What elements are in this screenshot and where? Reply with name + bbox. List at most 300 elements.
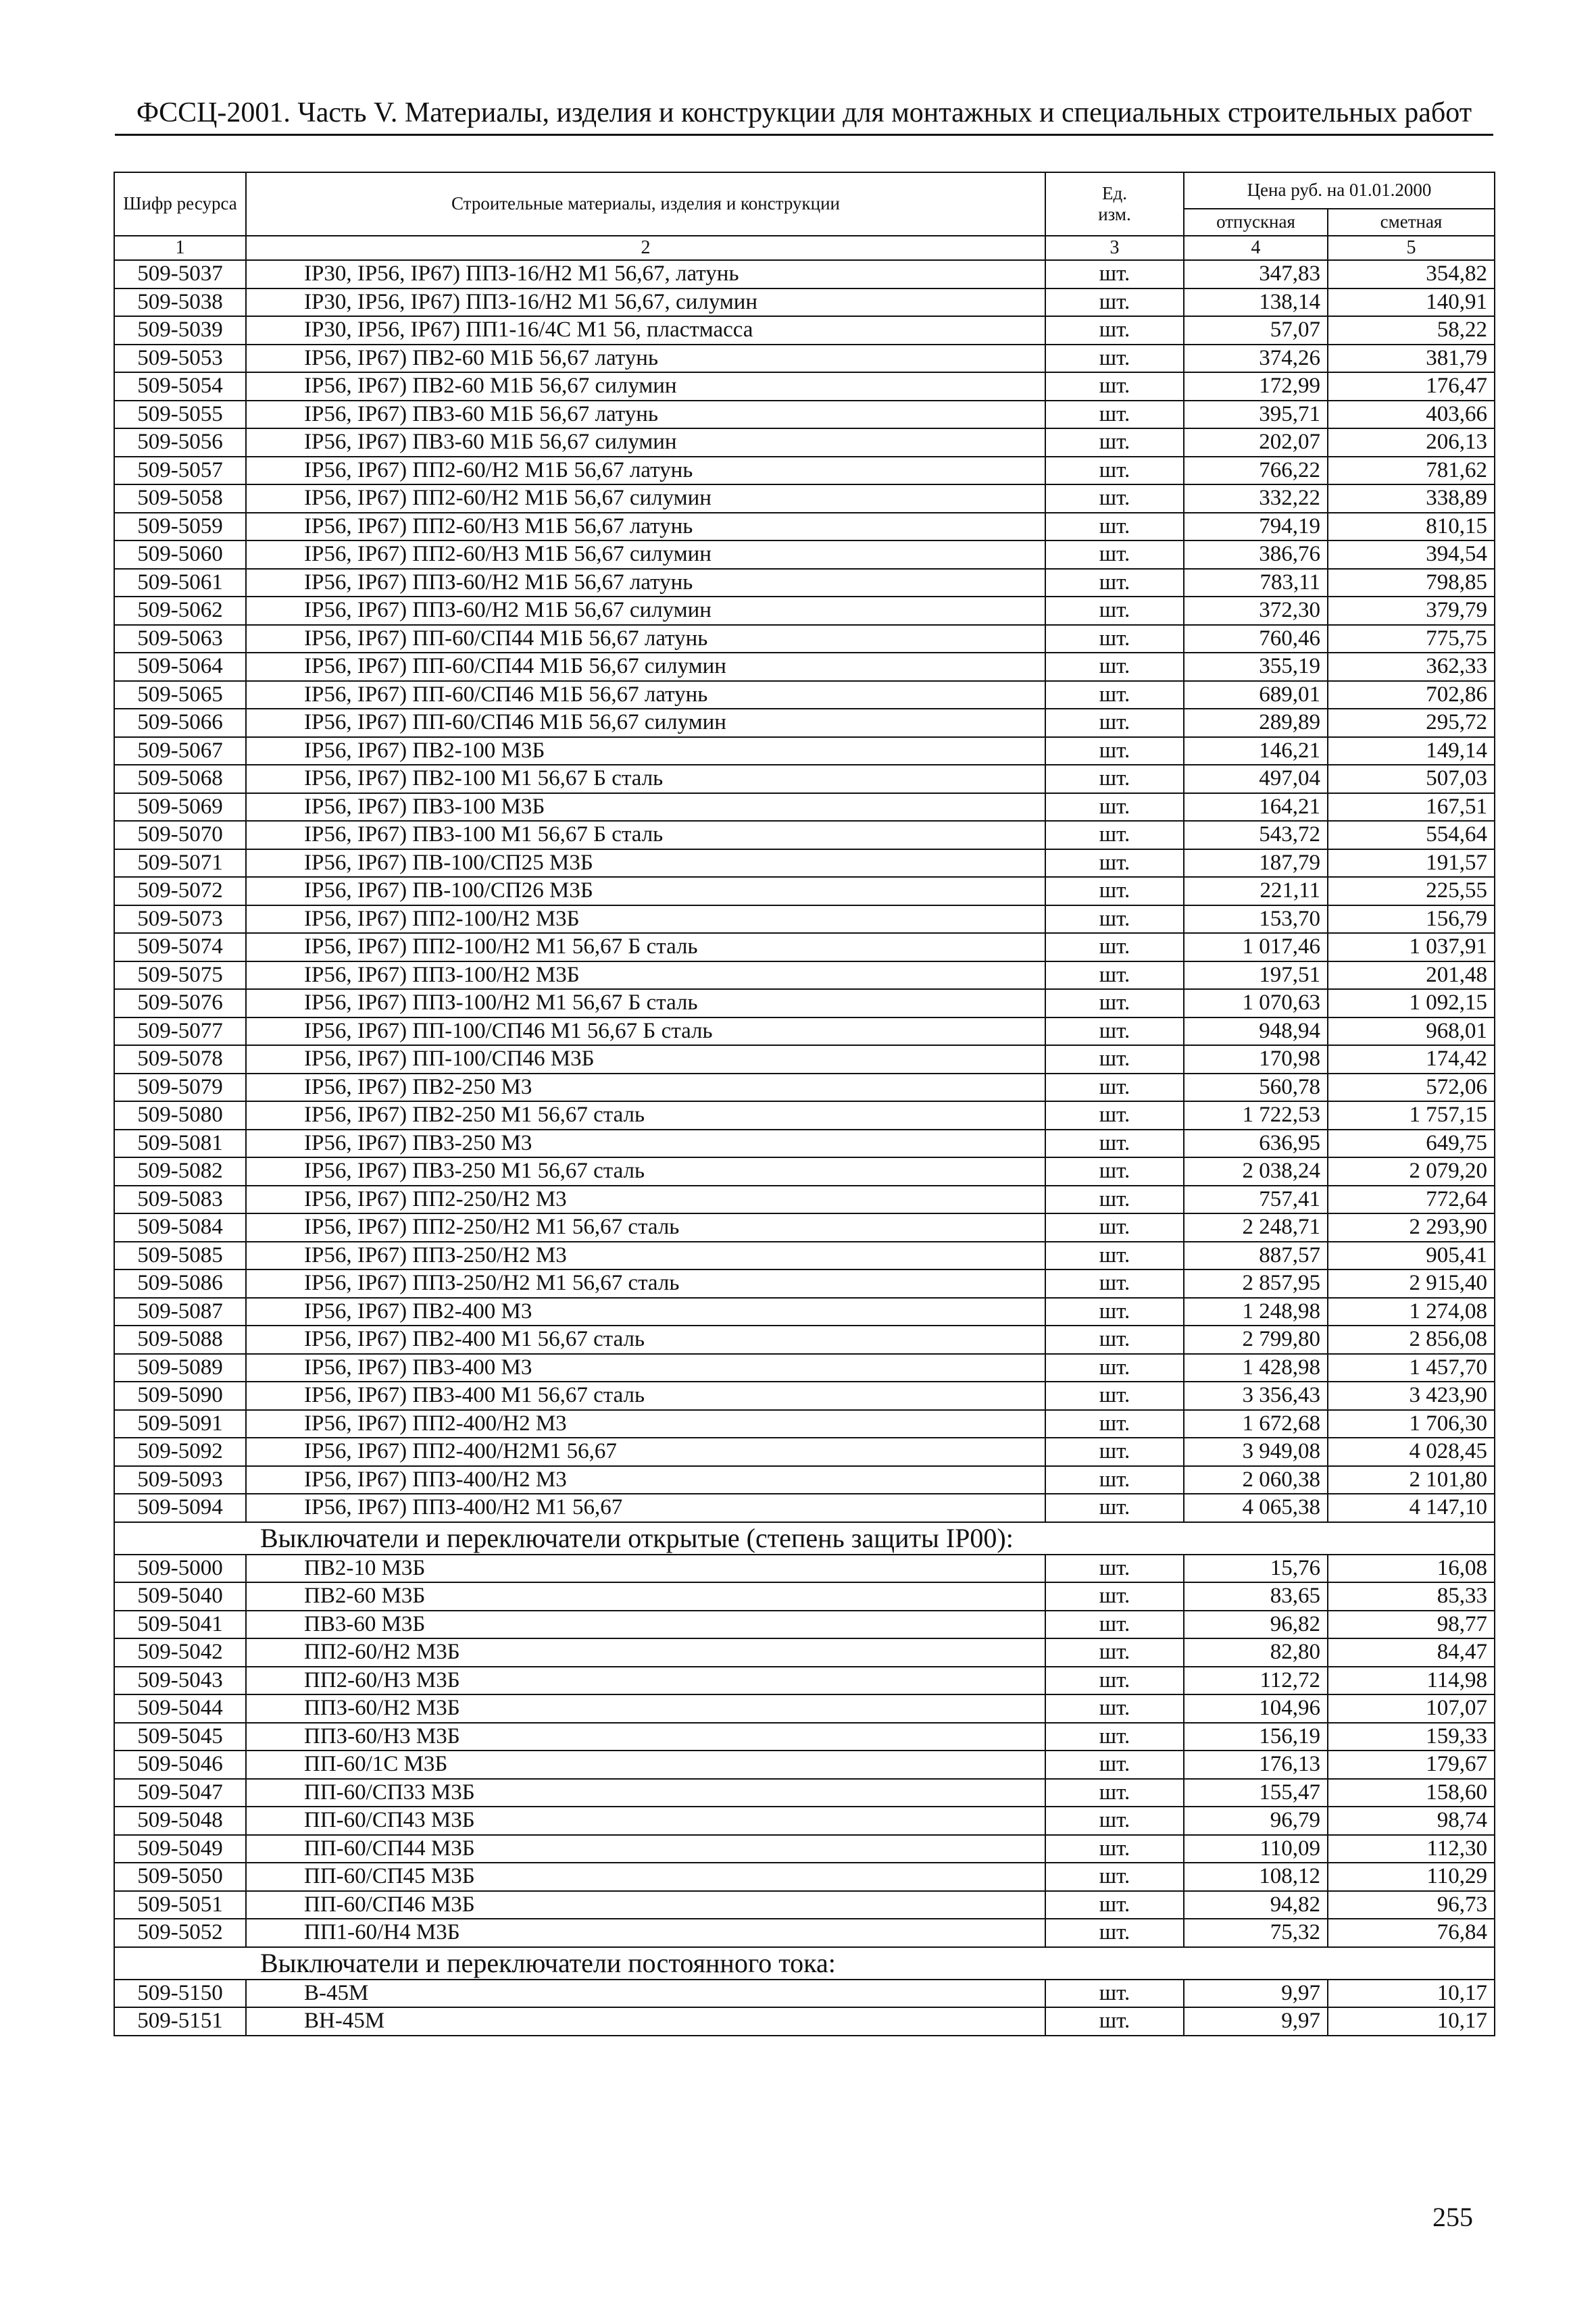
price-release-cell: 146,21: [1184, 737, 1328, 765]
material-name-cell: ПП-60/СП33 М3Б: [246, 1779, 1045, 1807]
table-row: [114, 877, 1495, 905]
table-row: [114, 513, 1495, 541]
price-estimate-cell: 112,30: [1328, 1835, 1495, 1863]
resource-code-cell: 509-5093: [114, 1466, 246, 1494]
unit-cell: шт.: [1045, 1242, 1184, 1270]
table-row: [114, 1269, 1495, 1298]
table-row: [114, 260, 1495, 288]
resource-code-cell: 509-5052: [114, 1919, 246, 1947]
resource-code-cell: 509-5081: [114, 1130, 246, 1158]
resource-code-cell: 509-5068: [114, 765, 246, 793]
material-name-cell: ПП2-60/Н2 М3Б: [246, 1638, 1045, 1667]
unit-cell: шт.: [1045, 1694, 1184, 1723]
unit-cell: шт.: [1045, 765, 1184, 793]
price-estimate-cell: 158,60: [1328, 1779, 1495, 1807]
price-release-cell: 3 356,43: [1184, 1382, 1328, 1410]
material-name-cell: IP56, IP67) ПВ3-250 М1 56,67 сталь: [246, 1157, 1045, 1186]
unit-cell: шт.: [1045, 1723, 1184, 1751]
material-name-cell: IP30, IP56, IP67) ППЗ-16/Н2 М1 56,67, латунь: [246, 260, 1045, 288]
unit-cell: шт.: [1045, 1269, 1184, 1298]
price-release-cell: 187,79: [1184, 849, 1328, 878]
price-release-cell: 374,26: [1184, 345, 1328, 373]
material-name-cell: IP56, IP67) ПВ3-60 М1Б 56,67 силумин: [246, 428, 1045, 457]
price-estimate-cell: 206,13: [1328, 428, 1495, 457]
material-name-cell: ВН-45М: [246, 2007, 1045, 2036]
price-estimate-cell: 1 092,15: [1328, 989, 1495, 1017]
price-estimate-cell: 362,33: [1328, 653, 1495, 681]
unit-cell: шт.: [1045, 597, 1184, 625]
table-row: [114, 1582, 1495, 1611]
price-release-cell: 1 672,68: [1184, 1410, 1328, 1438]
unit-cell: шт.: [1045, 793, 1184, 822]
price-estimate-cell: 354,82: [1328, 260, 1495, 288]
unit-cell: шт.: [1045, 1186, 1184, 1214]
material-name-cell: IP56, IP67) ПВ3-400 М3: [246, 1354, 1045, 1382]
price-release-cell: 395,71: [1184, 401, 1328, 429]
col-number: 3: [1045, 236, 1184, 260]
price-estimate-cell: 201,48: [1328, 961, 1495, 990]
material-name-cell: IP56, IP67) ПП2-250/Н2 М3: [246, 1186, 1045, 1214]
unit-cell: шт.: [1045, 1555, 1184, 1583]
resource-code-cell: 509-5083: [114, 1186, 246, 1214]
unit-cell: шт.: [1045, 1807, 1184, 1835]
material-name-cell: IP56, IP67) ПП-60/СП44 М1Б 56,67 силумин: [246, 653, 1045, 681]
unit-cell: шт.: [1045, 1919, 1184, 1947]
table-row: [114, 1980, 1495, 2008]
price-estimate-cell: 781,62: [1328, 457, 1495, 485]
price-release-cell: 347,83: [1184, 260, 1328, 288]
material-name-cell: IP56, IP67) ПВ-100/СП26 М3Б: [246, 877, 1045, 905]
resource-code-cell: 509-5087: [114, 1298, 246, 1326]
material-name-cell: ПП-60/СП45 М3Б: [246, 1863, 1045, 1891]
unit-cell: шт.: [1045, 1980, 1184, 2008]
material-name-cell: IP56, IP67) ППЗ-60/Н2 М1Б 56,67 силумин: [246, 597, 1045, 625]
table-row: [114, 849, 1495, 878]
resource-code-cell: 509-5043: [114, 1667, 246, 1695]
material-name-cell: ПП1-60/Н4 М3Б: [246, 1919, 1045, 1947]
material-name-cell: IP56, IP67) ПВ3-100 М1 56,67 Б сталь: [246, 821, 1045, 849]
price-release-cell: 197,51: [1184, 961, 1328, 990]
price-release-cell: 1 248,98: [1184, 1298, 1328, 1326]
table-row: [114, 989, 1495, 1017]
price-estimate-cell: 295,72: [1328, 709, 1495, 737]
price-release-cell: 1 722,53: [1184, 1101, 1328, 1130]
price-estimate-cell: 649,75: [1328, 1130, 1495, 1158]
unit-cell: шт.: [1045, 1101, 1184, 1130]
table-row: [114, 484, 1495, 513]
table-row: [114, 1045, 1495, 1074]
price-release-cell: 221,11: [1184, 877, 1328, 905]
price-estimate-cell: 572,06: [1328, 1074, 1495, 1102]
price-estimate-cell: 968,01: [1328, 1017, 1495, 1046]
price-estimate-cell: 84,47: [1328, 1638, 1495, 1667]
resource-code-cell: 509-5051: [114, 1891, 246, 1919]
price-estimate-cell: 225,55: [1328, 877, 1495, 905]
price-release-cell: 497,04: [1184, 765, 1328, 793]
section-title: Выключатели и переключатели открытые (степень защиты IP00):: [114, 1522, 1495, 1555]
resource-code-cell: 509-5092: [114, 1438, 246, 1466]
price-release-cell: 155,47: [1184, 1779, 1328, 1807]
table-row: [114, 793, 1495, 822]
resource-code-cell: 509-5061: [114, 569, 246, 597]
unit-cell: шт.: [1045, 1326, 1184, 1354]
resource-code-cell: 509-5078: [114, 1045, 246, 1074]
price-release-cell: 172,99: [1184, 372, 1328, 401]
table-row: [114, 1555, 1495, 1583]
table-row: [114, 1354, 1495, 1382]
resource-code-cell: 509-5091: [114, 1410, 246, 1438]
table-row: [114, 681, 1495, 709]
table-row: [114, 765, 1495, 793]
price-estimate-cell: 176,47: [1328, 372, 1495, 401]
resource-code-cell: 509-5041: [114, 1611, 246, 1639]
unit-cell: шт.: [1045, 260, 1184, 288]
material-name-cell: IP56, IP67) ППЗ-400/Н2 М1 56,67: [246, 1494, 1045, 1522]
price-release-cell: 96,79: [1184, 1807, 1328, 1835]
table-row: [114, 933, 1495, 961]
price-estimate-cell: 1 706,30: [1328, 1410, 1495, 1438]
price-estimate-cell: 179,67: [1328, 1751, 1495, 1779]
table-row: [114, 1863, 1495, 1891]
material-name-cell: IP56, IP67) ППЗ-250/Н2 М3: [246, 1242, 1045, 1270]
price-estimate-cell: 107,07: [1328, 1694, 1495, 1723]
price-estimate-cell: 702,86: [1328, 681, 1495, 709]
material-name-cell: IP56, IP67) ПП2-250/Н2 М1 56,67 сталь: [246, 1213, 1045, 1242]
price-estimate-cell: 2 293,90: [1328, 1213, 1495, 1242]
price-estimate-cell: 1 037,91: [1328, 933, 1495, 961]
resource-code-cell: 509-5039: [114, 316, 246, 345]
material-name-cell: IP56, IP67) ППЗ-100/Н2 М1 56,67 Б сталь: [246, 989, 1045, 1017]
price-estimate-cell: 1 457,70: [1328, 1354, 1495, 1382]
price-release-cell: 1 070,63: [1184, 989, 1328, 1017]
table-row: [114, 428, 1495, 457]
table-row: [114, 1919, 1495, 1947]
table-row: [114, 1723, 1495, 1751]
material-name-cell: В-45М: [246, 1980, 1045, 2008]
price-estimate-cell: 149,14: [1328, 737, 1495, 765]
unit-cell: шт.: [1045, 1045, 1184, 1074]
table-row: [114, 316, 1495, 345]
table-row: [114, 1130, 1495, 1158]
price-release-cell: 9,97: [1184, 2007, 1328, 2036]
price-release-cell: 543,72: [1184, 821, 1328, 849]
unit-cell: шт.: [1045, 345, 1184, 373]
resource-code-cell: 509-5048: [114, 1807, 246, 1835]
resource-code-cell: 509-5082: [114, 1157, 246, 1186]
price-estimate-cell: 4 147,10: [1328, 1494, 1495, 1522]
price-release-cell: 164,21: [1184, 793, 1328, 822]
resource-code-cell: 509-5084: [114, 1213, 246, 1242]
resource-code-cell: 509-5000: [114, 1555, 246, 1583]
unit-cell: шт.: [1045, 513, 1184, 541]
unit-cell: шт.: [1045, 653, 1184, 681]
resource-code-cell: 509-5065: [114, 681, 246, 709]
price-estimate-cell: 159,33: [1328, 1723, 1495, 1751]
resource-code-cell: 509-5060: [114, 540, 246, 569]
material-name-cell: IP56, IP67) ПВ2-250 М1 56,67 сталь: [246, 1101, 1045, 1130]
price-release-cell: 2 799,80: [1184, 1326, 1328, 1354]
table-row: [114, 1242, 1495, 1270]
material-name-cell: ПП-60/1С М3Б: [246, 1751, 1045, 1779]
table-row: [114, 1751, 1495, 1779]
table-row: [114, 2007, 1495, 2036]
unit-cell: шт.: [1045, 457, 1184, 485]
price-estimate-cell: 156,79: [1328, 905, 1495, 934]
unit-cell: шт.: [1045, 1213, 1184, 1242]
price-release-cell: 560,78: [1184, 1074, 1328, 1102]
price-release-cell: 57,07: [1184, 316, 1328, 345]
unit-cell: шт.: [1045, 1611, 1184, 1639]
material-name-cell: IP56, IP67) ПП2-100/Н2 М1 56,67 Б сталь: [246, 933, 1045, 961]
price-release-cell: 332,22: [1184, 484, 1328, 513]
table-row: [114, 345, 1495, 373]
material-name-cell: IP56, IP67) ППЗ-400/Н2 М3: [246, 1466, 1045, 1494]
table-body: [114, 260, 1495, 2036]
price-estimate-cell: 10,17: [1328, 2007, 1495, 2036]
price-estimate-cell: 76,84: [1328, 1919, 1495, 1947]
resource-code-cell: 509-5042: [114, 1638, 246, 1667]
price-release-cell: 1 428,98: [1184, 1354, 1328, 1382]
price-release-cell: 138,14: [1184, 288, 1328, 317]
unit-cell: шт.: [1045, 1494, 1184, 1522]
price-estimate-cell: 191,57: [1328, 849, 1495, 878]
unit-cell: шт.: [1045, 2007, 1184, 2036]
resource-code-cell: 509-5057: [114, 457, 246, 485]
unit-cell: шт.: [1045, 1410, 1184, 1438]
price-estimate-cell: 2 079,20: [1328, 1157, 1495, 1186]
price-estimate-cell: 1 757,15: [1328, 1101, 1495, 1130]
price-release-cell: 289,89: [1184, 709, 1328, 737]
section-header-row: [114, 1947, 1495, 1980]
unit-cell: шт.: [1045, 1017, 1184, 1046]
price-release-cell: 386,76: [1184, 540, 1328, 569]
resource-code-cell: 509-5045: [114, 1723, 246, 1751]
unit-cell: шт.: [1045, 1891, 1184, 1919]
table-row: [114, 961, 1495, 990]
material-name-cell: IP56, IP67) ПП-60/СП46 М1Б 56,67 силумин: [246, 709, 1045, 737]
material-name-cell: ПВ2-60 М3Б: [246, 1582, 1045, 1611]
price-release-cell: 355,19: [1184, 653, 1328, 681]
resource-code-cell: 509-5069: [114, 793, 246, 822]
resource-code-cell: 509-5046: [114, 1751, 246, 1779]
price-estimate-cell: 174,42: [1328, 1045, 1495, 1074]
material-name-cell: IP56, IP67) ПП-60/СП44 М1Б 56,67 латунь: [246, 625, 1045, 653]
price-release-cell: 82,80: [1184, 1638, 1328, 1667]
material-name-cell: IP56, IP67) ПВ3-60 М1Б 56,67 латунь: [246, 401, 1045, 429]
price-release-cell: 96,82: [1184, 1611, 1328, 1639]
price-estimate-cell: 98,74: [1328, 1807, 1495, 1835]
price-estimate-cell: 10,17: [1328, 1980, 1495, 2008]
resource-code-cell: 509-5070: [114, 821, 246, 849]
resource-code-cell: 509-5089: [114, 1354, 246, 1382]
material-name-cell: IP56, IP67) ПП2-60/Н2 М1Б 56,67 латунь: [246, 457, 1045, 485]
price-estimate-cell: 114,98: [1328, 1667, 1495, 1695]
table-row: [114, 1101, 1495, 1130]
unit-cell: шт.: [1045, 989, 1184, 1017]
unit-cell: шт.: [1045, 1298, 1184, 1326]
table-row: [114, 1157, 1495, 1186]
price-estimate-cell: 772,64: [1328, 1186, 1495, 1214]
resource-code-cell: 509-5037: [114, 260, 246, 288]
table-row: [114, 1466, 1495, 1494]
table-row: [114, 1667, 1495, 1695]
resource-code-cell: 509-5038: [114, 288, 246, 317]
resource-code-cell: 509-5058: [114, 484, 246, 513]
price-release-cell: 104,96: [1184, 1694, 1328, 1723]
price-estimate-cell: 58,22: [1328, 316, 1495, 345]
table-row: [114, 1326, 1495, 1354]
resource-code-cell: 509-5064: [114, 653, 246, 681]
unit-cell: шт.: [1045, 849, 1184, 878]
page-header: ФССЦ-2001. Часть V. Материалы, изделия и конструкции для монтажных и специальных строительных работ: [136, 97, 1472, 128]
unit-cell: шт.: [1045, 821, 1184, 849]
material-name-cell: IP56, IP67) ПП2-60/Н3 М1Б 56,67 латунь: [246, 513, 1045, 541]
table-row: [114, 709, 1495, 737]
material-name-cell: IP56, IP67) ПВ2-100 М1 56,67 Б сталь: [246, 765, 1045, 793]
material-name-cell: IP56, IP67) ПВ2-60 М1Б 56,67 силумин: [246, 372, 1045, 401]
table-row: [114, 1807, 1495, 1835]
resource-code-cell: 509-5071: [114, 849, 246, 878]
unit-cell: шт.: [1045, 709, 1184, 737]
material-name-cell: ПВ2-10 М3Б: [246, 1555, 1045, 1583]
table-row: [114, 372, 1495, 401]
unit-cell: шт.: [1045, 1354, 1184, 1382]
table-row: [114, 1213, 1495, 1242]
price-estimate-cell: 167,51: [1328, 793, 1495, 822]
unit-cell: шт.: [1045, 1667, 1184, 1695]
price-release-cell: 3 949,08: [1184, 1438, 1328, 1466]
price-release-cell: 112,72: [1184, 1667, 1328, 1695]
resource-code-cell: 509-5085: [114, 1242, 246, 1270]
unit-cell: шт.: [1045, 428, 1184, 457]
material-name-cell: IP56, IP67) ПВ2-100 М3Б: [246, 737, 1045, 765]
resource-code-cell: 509-5067: [114, 737, 246, 765]
resource-code-cell: 509-5063: [114, 625, 246, 653]
resource-code-cell: 509-5054: [114, 372, 246, 401]
price-release-cell: 948,94: [1184, 1017, 1328, 1046]
unit-cell: шт.: [1045, 681, 1184, 709]
table-row: [114, 401, 1495, 429]
material-name-cell: IP56, IP67) ПП2-100/Н2 М3Б: [246, 905, 1045, 934]
unit-cell: шт.: [1045, 933, 1184, 961]
material-name-cell: IP56, IP67) ПВ2-60 М1Б 56,67 латунь: [246, 345, 1045, 373]
unit-cell: шт.: [1045, 737, 1184, 765]
table-row: [114, 1835, 1495, 1863]
material-name-cell: IP56, IP67) ППЗ-60/Н2 М1Б 56,67 латунь: [246, 569, 1045, 597]
material-name-cell: ППЗ-60/Н2 М3Б: [246, 1694, 1045, 1723]
material-name-cell: IP56, IP67) ПВ2-400 М1 56,67 сталь: [246, 1326, 1045, 1354]
table-row: [114, 457, 1495, 485]
price-estimate-cell: 3 423,90: [1328, 1382, 1495, 1410]
col-number: 2: [246, 236, 1045, 260]
header-name: Строительные материалы, изделия и конструкции: [246, 172, 1045, 236]
price-release-cell: 4 065,38: [1184, 1494, 1328, 1522]
material-name-cell: IP56, IP67) ПВ3-250 М3: [246, 1130, 1045, 1158]
price-estimate-cell: 2 856,08: [1328, 1326, 1495, 1354]
resource-code-cell: 509-5059: [114, 513, 246, 541]
header-price-release: отпускная: [1184, 209, 1328, 236]
resource-code-cell: 509-5094: [114, 1494, 246, 1522]
unit-cell: шт.: [1045, 1382, 1184, 1410]
price-release-cell: 94,82: [1184, 1891, 1328, 1919]
resource-code-cell: 509-5090: [114, 1382, 246, 1410]
material-name-cell: IP56, IP67) ПП2-400/Н2М1 56,67: [246, 1438, 1045, 1466]
price-estimate-cell: 381,79: [1328, 345, 1495, 373]
table-row: [114, 905, 1495, 934]
unit-cell: шт.: [1045, 1582, 1184, 1611]
table-row: [114, 625, 1495, 653]
price-release-cell: 15,76: [1184, 1555, 1328, 1583]
header-code: Шифр ресурса: [114, 172, 246, 236]
resource-code-cell: 509-5088: [114, 1326, 246, 1354]
resource-code-cell: 509-5047: [114, 1779, 246, 1807]
resource-code-cell: 509-5053: [114, 345, 246, 373]
price-estimate-cell: 554,64: [1328, 821, 1495, 849]
price-estimate-cell: 2 915,40: [1328, 1269, 1495, 1298]
resource-code-cell: 509-5062: [114, 597, 246, 625]
unit-cell: шт.: [1045, 1863, 1184, 1891]
table-row: [114, 653, 1495, 681]
price-release-cell: 110,09: [1184, 1835, 1328, 1863]
price-estimate-cell: 1 274,08: [1328, 1298, 1495, 1326]
price-release-cell: 2 060,38: [1184, 1466, 1328, 1494]
unit-cell: шт.: [1045, 1638, 1184, 1667]
price-estimate-cell: 403,66: [1328, 401, 1495, 429]
resource-code-cell: 509-5077: [114, 1017, 246, 1046]
resource-code-cell: 509-5080: [114, 1101, 246, 1130]
material-name-cell: IP56, IP67) ПВ3-100 М3Б: [246, 793, 1045, 822]
table-row: [114, 1694, 1495, 1723]
price-estimate-cell: 798,85: [1328, 569, 1495, 597]
material-name-cell: IP56, IP67) ПП2-60/Н3 М1Б 56,67 силумин: [246, 540, 1045, 569]
material-name-cell: ПП-60/СП43 М3Б: [246, 1807, 1045, 1835]
price-estimate-cell: 16,08: [1328, 1555, 1495, 1583]
unit-cell: шт.: [1045, 961, 1184, 990]
material-name-cell: ПП-60/СП44 М3Б: [246, 1835, 1045, 1863]
resource-code-cell: 509-5072: [114, 877, 246, 905]
price-release-cell: 83,65: [1184, 1582, 1328, 1611]
table-row: [114, 597, 1495, 625]
table-row: [114, 1410, 1495, 1438]
price-estimate-cell: 110,29: [1328, 1863, 1495, 1891]
unit-cell: шт.: [1045, 1130, 1184, 1158]
resource-code-cell: 509-5079: [114, 1074, 246, 1102]
price-estimate-cell: 394,54: [1328, 540, 1495, 569]
table-row: [114, 1382, 1495, 1410]
price-release-cell: 372,30: [1184, 597, 1328, 625]
price-estimate-cell: 96,73: [1328, 1891, 1495, 1919]
table-row: [114, 1494, 1495, 1522]
unit-cell: шт.: [1045, 288, 1184, 317]
price-release-cell: 636,95: [1184, 1130, 1328, 1158]
material-name-cell: IP56, IP67) ПВ2-250 М3: [246, 1074, 1045, 1102]
material-name-cell: IP30, IP56, IP67) ППЗ-16/Н2 М1 56,67, силумин: [246, 288, 1045, 317]
price-release-cell: 153,70: [1184, 905, 1328, 934]
price-release-cell: 757,41: [1184, 1186, 1328, 1214]
material-name-cell: IP56, IP67) ППЗ-250/Н2 М1 56,67 сталь: [246, 1269, 1045, 1298]
price-estimate-cell: 507,03: [1328, 765, 1495, 793]
price-estimate-cell: 775,75: [1328, 625, 1495, 653]
material-name-cell: IP56, IP67) ПП2-400/Н2 М3: [246, 1410, 1045, 1438]
unit-cell: шт.: [1045, 1779, 1184, 1807]
resource-code-cell: 509-5040: [114, 1582, 246, 1611]
resource-code-cell: 509-5075: [114, 961, 246, 990]
section-title: Выключатели и переключатели постоянного тока:: [114, 1947, 1495, 1980]
col-number: 5: [1328, 236, 1495, 260]
unit-cell: шт.: [1045, 316, 1184, 345]
material-name-cell: ПП-60/СП46 М3Б: [246, 1891, 1045, 1919]
price-release-cell: 2 857,95: [1184, 1269, 1328, 1298]
